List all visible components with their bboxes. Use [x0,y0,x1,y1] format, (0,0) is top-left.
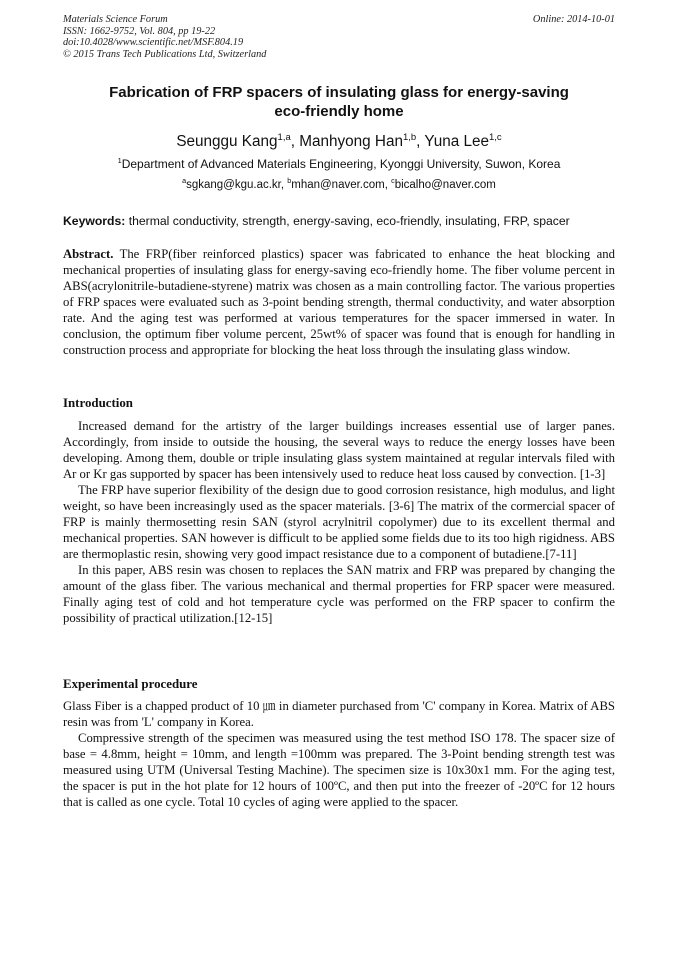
paragraph: Glass Fiber is a chapped product of 10 ㎛ in diameter purchased from 'C' company in Korea. Matrix of ABS resin was from 'L' company in Korea. [63,699,615,729]
journal-name: Materials Science Forum [63,14,168,25]
author-sup: 1,c [489,131,502,143]
experimental-heading: Experimental procedure [63,677,198,691]
email-sup: c [391,177,395,186]
email-link[interactable]: bicalho@naver.com [394,179,496,191]
online-date: Online: 2014-10-01 [532,14,615,25]
doi-line: doi:10.4028/www.scientific.net/MSF.804.19 [63,37,244,49]
author-name: Yuna Lee [424,133,490,150]
email-list: $^a$sgkang@kgu.ac.kr, $^b$mhan@naver.com, $^c$bicalho@naver.com [182,177,496,191]
issn-line: ISSN: 1662-9752, Vol. 804, pp 19-22 [63,25,216,37]
keywords-text: thermal conductivity, strength, energy-saving, eco-friendly, insulating, FRP, spacer [125,214,570,228]
paragraph: Compressive strength of the specimen was measured using the test method ISO 178. The spacer size of base = 4.8mm, height = 10mm, and length =100mm was prepared. The 3-Point bending strength test was measured using UTM (Universal Testing Machine). The specimen size is 10x30x1 mm. For the aging test, the spacer is put in the hot plate for 12 hours of 100ºC, and then put into the freezer of -20ºC for 12 hours that is called as one cycle. Total 10 cycles of aging were applied to the spacer. [63,731,615,809]
introduction-heading: Introduction [63,396,133,410]
abstract [63,246,615,358]
paper-title [60,83,618,121]
experimental-body [63,698,615,810]
abstract-text: The FRP(fiber reinforced plastics) spacer was fabricated to enhance the heat blocking and mechanical properties of insulating glass for energy-saving eco-friendly home. The fiber volume percent in ABS(acrylonitrile-butadiene-styrene) matrix was chosen as a main controlling factor. The various properties of FRP spaces were evaluated such as 3-point bending strength, thermal conductivity, and water absorption rate. And the aging test was performed at various temperatures for the spacer immersed in water. In conclusion, the optimum fiber volume percent, 25wt% of spacer was found that is enough for handling in construction process and appropriate for blocking the heat loss through the insulating glass window. [63,247,615,357]
abstract-label: Abstract. [63,247,114,261]
paragraph: In this paper, ABS resin was chosen to replaces the SAN matrix and FRP was prepared by changing the amount of the glass fiber. The various mechanical and thermal properties for FRP spacer were measured. Finally aging test of cold and hot temperature cycle was performed on the FRP spacer to confirm the possibility of practical utilization.[12-15] [63,563,615,625]
author-name: Manhyong Han [299,133,403,150]
affiliation-sup: 1 [117,156,122,165]
paragraph: The FRP have superior flexibility of the design due to good corrosion resistance, high modulus, and light weight, so have been increasingly used as the spacer materials. [3-6] The matrix of the cormercial spacer of FRP is mainly thermosetting resin SAN (styrol acrylnitril copolymer) due to its excellent thermal and mechanical properties. SAN however is difficult to be applied some fields due to its too high rigidness. ABS are thermoplastic resin, showing very good impact resistance due to a component of butadiene.[7-11] [63,483,615,561]
email-link[interactable]: sgkang@kgu.ac.kr [186,179,281,191]
author-name: Seunggu Kang [176,133,278,150]
copyright-line: © 2015 Trans Tech Publications Ltd, Switzerland [63,48,267,60]
title-line-2: eco-friendly home [274,103,404,120]
email-sup: a [182,177,187,186]
email-sup: b [287,177,292,186]
title-line-1: Fabrication of FRP spacers of insulating glass for energy-saving [109,84,569,101]
author-sup: 1,b [402,131,417,143]
email-link[interactable]: mhan@naver.com [291,179,385,191]
paragraph: Increased demand for the artistry of the larger buildings increases essential use of larger panes. Accordingly, from inside to outside the housing, the several ways to reduce the energy losses have been developing. Among them, double or triple insulating glass system maintained at regular intervals filed with Ar or Kr gas supported by spacer has been intensively used to reduce heat loss caused by convection. [1-3] [63,419,615,481]
introduction-body [63,418,615,626]
affiliation [30,157,648,172]
author-list: Seunggu Kang$^{1,a}$, Manhyong Han$^{1,b}$, Yuna Lee$^{1,c}$ [176,131,502,150]
journal-header [63,14,615,60]
keywords-label: Keywords: [63,214,126,228]
affiliation-text: Department of Advanced Materials Engineering, Kyonggi University, Suwon, Korea [121,157,561,171]
author-sup: 1,a [277,131,291,143]
keywords [63,213,620,229]
